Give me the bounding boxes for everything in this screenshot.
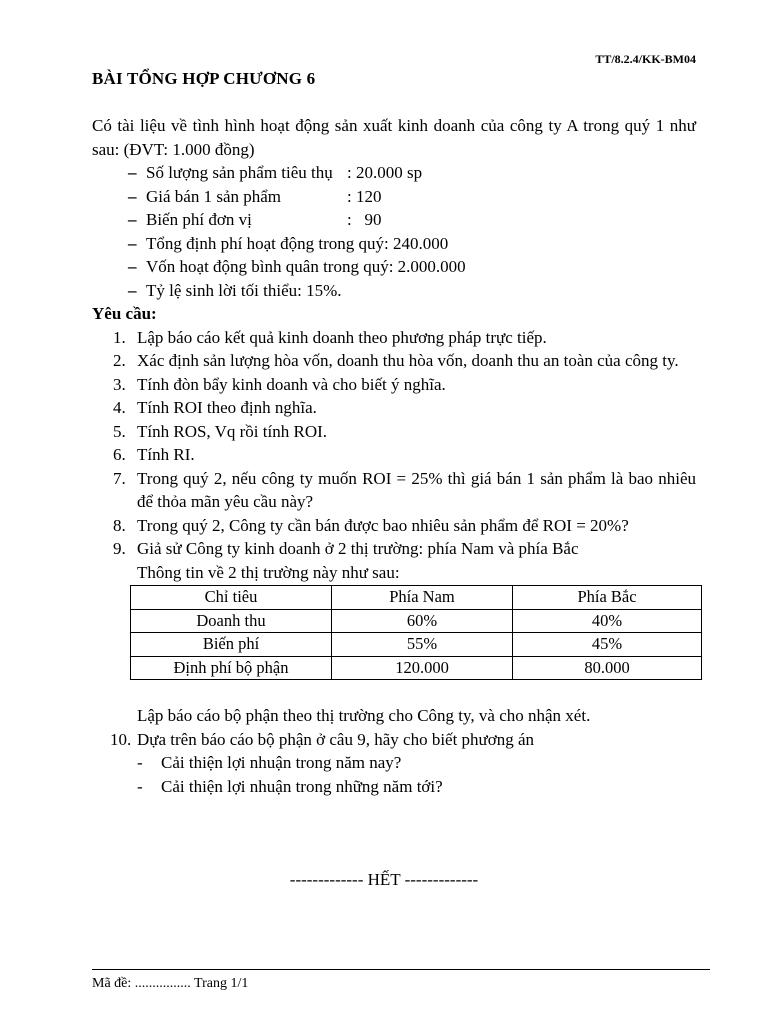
requirement-text: Tính ROI theo định nghĩa.	[137, 398, 317, 417]
req10-options	[92, 751, 696, 798]
table-header-cell: Phía Nam	[332, 586, 513, 610]
requirement-number: 3.	[113, 374, 126, 394]
list-item: - Cải thiện lợi nhuận trong năm nay?	[137, 751, 696, 775]
requirement-text: Giả sử Công ty kinh doanh ở 2 thị trường: phía Nam và phía Bắc	[137, 539, 579, 558]
table-header-cell: Chỉ tiêu	[131, 586, 332, 610]
requirement-number: 2.	[113, 351, 126, 370]
fact-value: : 20.000 sp	[347, 163, 423, 182]
footer-text: Mã đề: ................ Trang 1/1	[92, 976, 249, 991]
table-row	[131, 609, 702, 633]
table-header-row	[131, 586, 702, 610]
requirement-item	[92, 396, 696, 420]
requirement-number: 10.	[110, 729, 132, 749]
requirement-number: 5.	[113, 421, 126, 441]
footer-divider	[92, 969, 710, 970]
requirement-text: Tính ROS, Vq rồi tính ROI.	[137, 421, 328, 441]
requirement-text: Lập báo cáo kết quả kinh doanh theo phương pháp trực tiếp.	[137, 327, 547, 347]
requirement-subtext: Thông tin về 2 thị trường này như sau:	[137, 562, 400, 582]
requirement-item	[92, 349, 696, 373]
requirement-text: Tính đòn bẩy kinh doanh và cho biết ý nghĩa.	[137, 374, 446, 394]
fact-item	[128, 255, 696, 279]
requirement-item	[92, 443, 696, 467]
table-cell: 55%	[332, 633, 513, 657]
document-code: TT/8.2.4/KK-BM04	[595, 52, 696, 66]
intro-paragraph: Có tài liệu về tình hình hoạt động sản xuất kinh doanh của công ty A trong quý 1 như sau: (ĐVT: 1.000 đồng)	[92, 116, 696, 159]
requirements-list	[92, 326, 696, 585]
requirement-text: Xác định sản lượng hòa vốn, doanh thu hòa vốn, doanh thu an toàn của công ty.	[137, 351, 679, 370]
requirement-item	[92, 728, 696, 752]
table-cell: 45%	[513, 633, 702, 657]
fact-label: Số lượng sản phẩm tiêu thụ	[146, 163, 333, 182]
requirements-heading: Yêu cầu:	[92, 304, 157, 323]
table-cell: 60%	[332, 609, 513, 633]
requirement-item	[92, 514, 696, 538]
requirement-number: 4.	[113, 398, 126, 417]
requirement-number: 7.	[113, 468, 126, 488]
fact-item	[128, 161, 696, 185]
requirement-text: Tính RI.	[137, 445, 195, 464]
requirement-item	[92, 373, 696, 397]
requirement-item	[92, 537, 696, 584]
fact-item	[128, 279, 696, 303]
fact-item	[128, 232, 696, 256]
table-cell: 40%	[513, 609, 702, 633]
requirement-item	[92, 326, 696, 350]
requirement-text: Dựa trên báo cáo bộ phận ở câu 9, hãy cho biết phương án	[137, 729, 535, 749]
fact-label: Tỷ lệ sinh lời tối thiểu: 15%.	[146, 280, 342, 300]
table-header-cell: Phía Bắc	[513, 586, 702, 610]
requirement-number: 9.	[113, 539, 126, 558]
table-cell: Định phí bộ phận	[131, 656, 332, 680]
fact-label: Tổng định phí hoạt động trong quý: 240.000	[146, 233, 449, 253]
after-table-text: Lập báo cáo bộ phận theo thị trường cho Công ty, và cho nhận xét.	[137, 706, 591, 725]
table-row	[131, 633, 702, 657]
fact-value: : 120	[347, 186, 382, 206]
market-table	[130, 585, 702, 680]
fact-item	[128, 185, 696, 209]
end-marker: ------------- HẾT -------------	[289, 870, 479, 889]
document-body	[92, 114, 696, 798]
facts-list	[92, 161, 696, 302]
requirement-number: 8.	[113, 515, 126, 535]
fact-label: Giá bán 1 sản phẩm	[146, 186, 282, 206]
table-cell: Doanh thu	[131, 609, 332, 633]
requirement-number: 1.	[113, 327, 126, 347]
fact-label: Biến phí đơn vị	[146, 210, 252, 229]
requirement-number: 6.	[113, 445, 126, 464]
table-cell: Biến phí	[131, 633, 332, 657]
fact-value: : 90	[347, 210, 382, 229]
table-cell: 80.000	[513, 656, 702, 680]
list-item: - Cải thiện lợi nhuận trong những năm tới?	[137, 775, 696, 799]
table-row	[131, 656, 702, 680]
requirement-item	[92, 467, 696, 514]
requirement-item	[92, 420, 696, 444]
fact-item	[128, 208, 696, 232]
requirements-list-cont	[92, 728, 696, 752]
page-title: BÀI TỔNG HỢP CHƯƠNG 6	[92, 69, 316, 88]
requirement-text: Trong quý 2, Công ty cần bán được bao nhiêu sản phẩm để ROI = 20%?	[137, 515, 629, 535]
fact-label: Vốn hoạt động bình quân trong quý: 2.000.000	[146, 257, 466, 276]
table-cell: 120.000	[332, 656, 513, 680]
requirement-text: Trong quý 2, nếu công ty muốn ROI = 25% thì giá bán 1 sản phẩm là bao nhiêu để thỏa mãn yêu cầu này?	[137, 468, 696, 511]
